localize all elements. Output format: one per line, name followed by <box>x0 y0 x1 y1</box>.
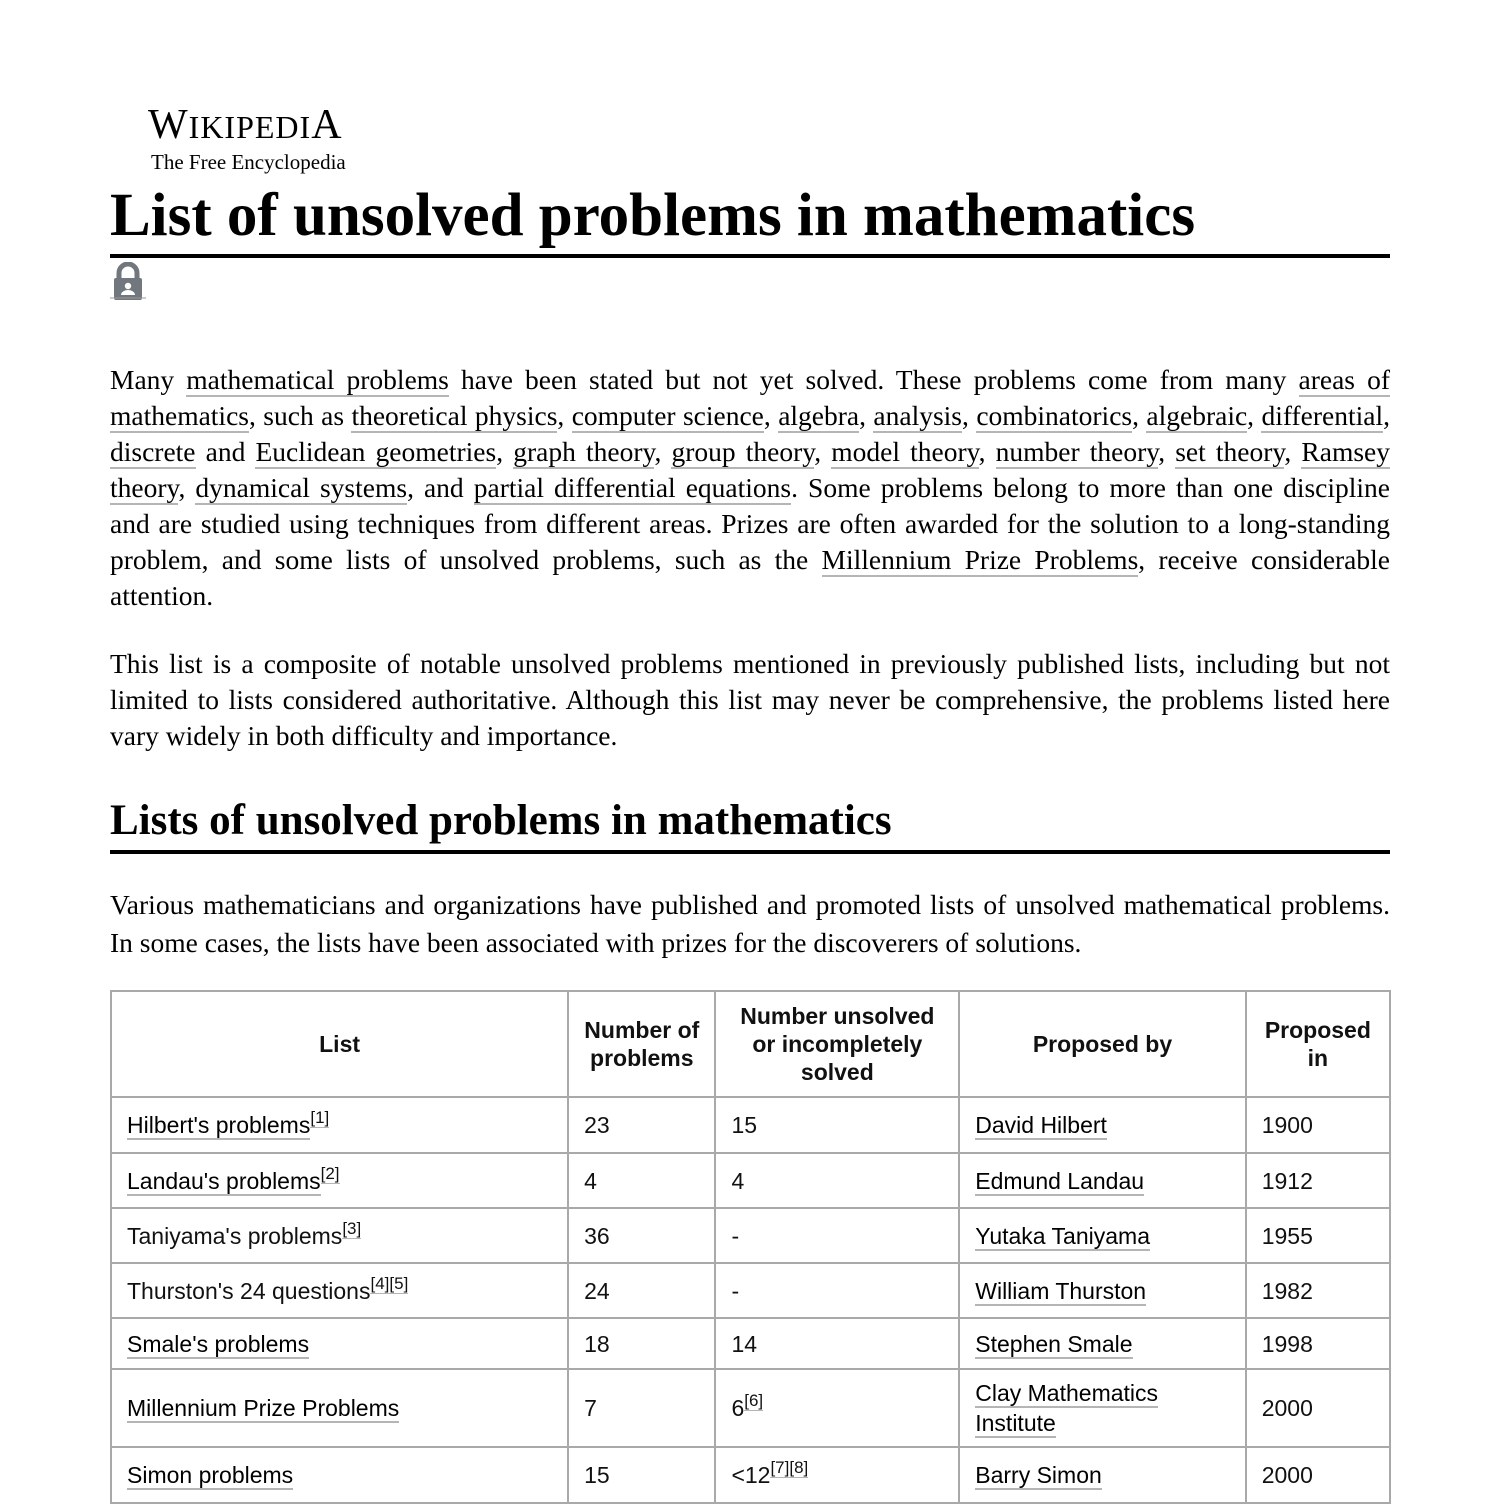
cell-proposed-by <box>959 1097 1245 1153</box>
padlock-icon[interactable] <box>110 262 146 302</box>
cell-proposed-in: 1998 <box>1246 1318 1390 1369</box>
inline-link-mathematical-problems[interactable]: mathematical problems <box>186 364 449 395</box>
proposer-link[interactable]: David Hilbert <box>975 1112 1107 1138</box>
citation-refs <box>370 1274 408 1293</box>
cell-list <box>111 1369 568 1447</box>
inline-link-set-theory[interactable]: set theory <box>1175 436 1285 467</box>
citation-refs <box>770 1458 808 1477</box>
column-header-list[interactable]: List <box>111 991 568 1097</box>
inline-link-partial-differential-equations[interactable]: partial differential equations <box>473 472 792 503</box>
cell-list <box>111 1318 568 1369</box>
table-row <box>111 1447 1390 1503</box>
citation-link[interactable]: [3] <box>342 1218 362 1238</box>
citation-link[interactable]: [1] <box>310 1108 330 1128</box>
citation-refs <box>744 1391 763 1410</box>
citation-link[interactable]: [6] <box>744 1391 764 1411</box>
inline-link-group-theory[interactable]: group theory <box>671 436 815 467</box>
column-header-number-unsolved[interactable]: Number unsolved or incompletely solved <box>715 991 959 1097</box>
cell-proposed-in: 1982 <box>1246 1263 1390 1318</box>
proposer-link[interactable]: William Thurston <box>975 1277 1147 1304</box>
citation-refs <box>342 1219 361 1238</box>
cell-number-of-problems: 18 <box>568 1318 715 1369</box>
cell-list <box>111 1097 568 1153</box>
cell-proposed-in: 2000 <box>1246 1369 1390 1447</box>
citation-link[interactable]: [4] <box>370 1273 390 1293</box>
inline-link-graph-theory[interactable]: graph theory <box>513 436 655 467</box>
list-link[interactable]: Millennium Prize Problems <box>127 1395 400 1421</box>
citation-refs <box>321 1164 340 1183</box>
table-row <box>111 1097 1390 1153</box>
cell-number-unsolved: - <box>715 1208 959 1263</box>
proposer-link[interactable]: Clay Mathematics <box>975 1380 1159 1406</box>
inline-link-number-theory[interactable]: number theory <box>995 436 1159 467</box>
proposer-link[interactable]: Edmund Landau <box>975 1167 1145 1194</box>
cell-proposed-by <box>959 1208 1245 1263</box>
cell-number-unsolved: 15 <box>715 1097 959 1153</box>
cell-proposed-by <box>959 1369 1245 1447</box>
cell-list <box>111 1447 568 1503</box>
intro-paragraph-1: Many mathematical problems have been stated but not yet solved. These problems come from many areas of mathematics, such as theoretical physics, computer science, algebra, analysis, combinatorics, algebraic, differential, discrete and Euclidean geometries, graph theory, group theory, model theory, number theory, set theory, Ramsey theory, dynamical systems, and partial differential equations. Some problems belong to more than one discipline and are studied using techniques from different areas. Prizes are often awarded for the solution to a long-standing problem, and some lists of unsolved problems, such as the Millennium Prize Problems, receive considerable attention. <box>110 364 1391 611</box>
cell-number-unsolved: 6[6] <box>715 1369 959 1447</box>
cell-proposed-by <box>959 1318 1245 1369</box>
inline-link-euclidean-geometries[interactable]: Euclidean geometries <box>255 436 497 467</box>
inline-link-discrete[interactable]: discrete <box>110 436 196 467</box>
cell-number-of-problems: 23 <box>568 1097 715 1153</box>
cell-proposed-in: 1955 <box>1246 1208 1390 1263</box>
cell-number-of-problems: 4 <box>568 1153 715 1208</box>
list-name: Thurston's 24 questions <box>127 1277 371 1304</box>
cell-proposed-by <box>959 1447 1245 1503</box>
cell-number-of-problems: 36 <box>568 1208 715 1263</box>
table-row <box>111 1369 1390 1447</box>
cell-number-unsolved: 14 <box>715 1318 959 1369</box>
inline-link-dynamical-systems[interactable]: dynamical systems <box>195 472 408 503</box>
cell-proposed-in: 2000 <box>1246 1447 1390 1503</box>
table-row <box>111 1153 1390 1208</box>
intro-paragraph-2: This list is a composite of notable unsolved problems mentioned in previously published lists, including but not limited to lists considered authoritative. Although this list may never be comprehensive, the problems listed here vary widely in both difficulty and importance. <box>110 648 1390 751</box>
cell-number-of-problems: 24 <box>568 1263 715 1318</box>
column-header-number-of-problems[interactable]: Number of problems <box>568 991 715 1097</box>
cell-proposed-in: 1912 <box>1246 1153 1390 1208</box>
inline-link-algebra[interactable]: algebra <box>778 400 860 431</box>
cell-number-unsolved: <12[7][8] <box>715 1447 959 1503</box>
citation-link[interactable]: [7] <box>770 1458 790 1478</box>
unsolved-lists-table <box>110 990 1391 1504</box>
proposer-link[interactable]: Yutaka Taniyama <box>975 1222 1150 1249</box>
citation-link[interactable]: [8] <box>789 1458 809 1478</box>
table-row <box>111 1263 1390 1318</box>
section-heading: Lists of unsolved problems in mathematics <box>110 792 1390 854</box>
inline-link-millennium-prize-problems[interactable]: Millennium Prize Problems <box>821 544 1139 575</box>
inline-link-combinatorics[interactable]: combinatorics <box>976 400 1133 431</box>
inline-link-ramsey-theory[interactable]: Ramsey theory <box>110 436 1391 503</box>
cell-number-of-problems: 15 <box>568 1447 715 1503</box>
cell-list <box>111 1208 568 1263</box>
table-header-row <box>111 991 1390 1097</box>
list-name: Taniyama's problems <box>127 1222 343 1249</box>
citation-refs <box>310 1108 329 1127</box>
page-title: List of unsolved problems in mathematics <box>110 178 1390 258</box>
inline-link-differential[interactable]: differential <box>1261 400 1384 431</box>
citation-link[interactable]: [2] <box>320 1163 340 1183</box>
list-link[interactable]: Landau's problems <box>127 1167 321 1194</box>
cell-proposed-by <box>959 1263 1245 1318</box>
inline-link-model-theory[interactable]: model theory <box>831 436 979 467</box>
inline-link-computer-science[interactable]: computer science <box>571 400 764 431</box>
list-link[interactable]: Simon problems <box>127 1462 294 1488</box>
column-header-proposed-in[interactable]: Proposed in <box>1246 991 1390 1097</box>
cell-list <box>111 1263 568 1318</box>
proposer-link[interactable]: Barry Simon <box>975 1462 1102 1488</box>
column-header-proposed-by[interactable]: Proposed by <box>959 991 1245 1097</box>
proposer-link[interactable]: Stephen Smale <box>975 1330 1133 1357</box>
proposer-link[interactable]: Institute <box>975 1410 1056 1436</box>
section-paragraph: Various mathematicians and organizations have published and promoted lists of unsolved mathematical problems. In some cases, the lists have been associated with prizes for the discoverers of solutions. <box>110 889 1390 958</box>
cell-proposed-in: 1900 <box>1246 1097 1390 1153</box>
cell-number-unsolved: - <box>715 1263 959 1318</box>
table-row <box>111 1208 1390 1263</box>
inline-link-algebraic[interactable]: algebraic <box>1146 400 1248 431</box>
wikipedia-logo[interactable] <box>148 104 388 174</box>
cell-number-unsolved: 4 <box>715 1153 959 1208</box>
inline-link-analysis[interactable]: analysis <box>873 400 963 431</box>
cell-list <box>111 1153 568 1208</box>
wikipedia-tagline: The Free Encyclopedia <box>151 150 346 174</box>
cell-proposed-by <box>959 1153 1245 1208</box>
list-link[interactable]: Smale's problems <box>127 1330 310 1357</box>
citation-link[interactable]: [5] <box>389 1273 409 1293</box>
list-link[interactable]: Hilbert's problems <box>127 1112 311 1138</box>
inline-link-theoretical-physics[interactable]: theoretical physics <box>351 400 558 431</box>
inline-link-areas-of-mathematics[interactable]: areas of mathematics <box>110 364 1390 431</box>
wikipedia-wordmark: WIKIPEDIA <box>148 102 343 148</box>
cell-number-of-problems: 7 <box>568 1369 715 1447</box>
table-row <box>111 1318 1390 1369</box>
